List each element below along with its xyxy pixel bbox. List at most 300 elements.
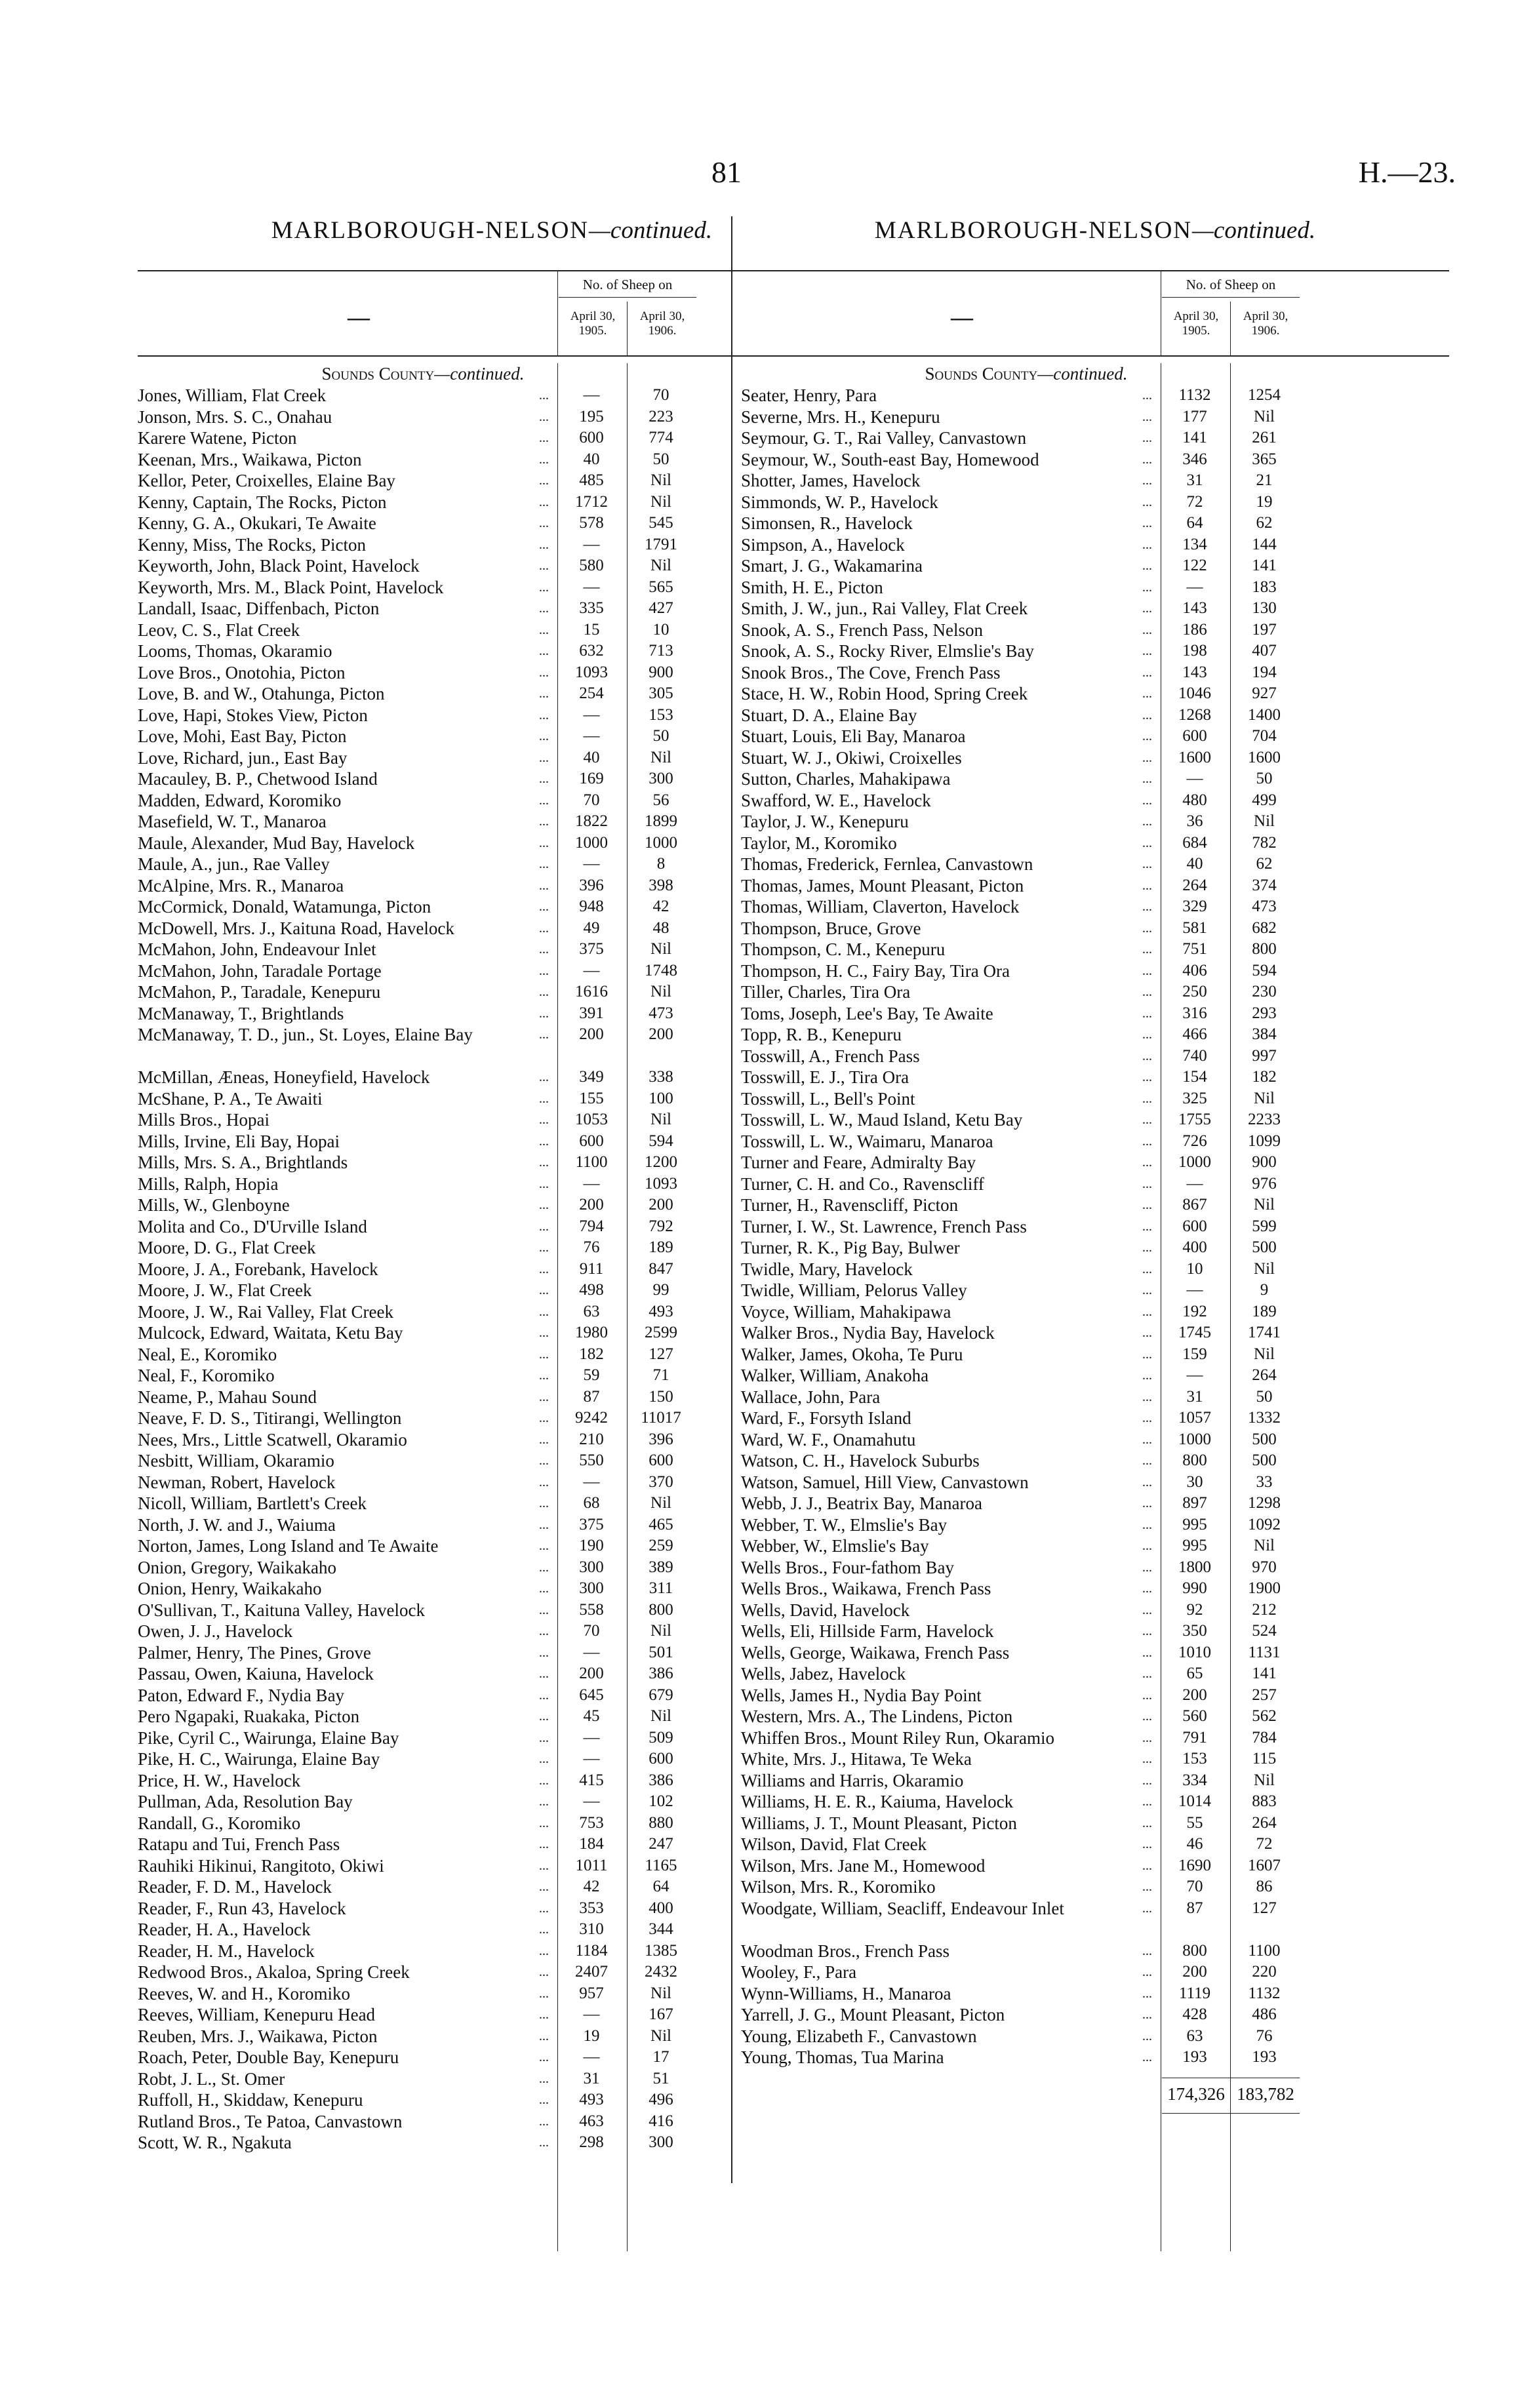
leader-dots: ... bbox=[539, 1539, 549, 1553]
holder-name: Pike, H. C., Wairunga, Elaine Bay bbox=[138, 1749, 380, 1769]
right-title-continued: —continued. bbox=[1192, 217, 1316, 244]
table-row bbox=[138, 1706, 846, 1727]
sheep-1906: 259 bbox=[649, 1537, 673, 1554]
leader-dots: ... bbox=[1142, 1645, 1152, 1660]
holder-name: North, J. W. and J., Waiuma bbox=[138, 1514, 336, 1535]
leader-dots: ... bbox=[539, 985, 549, 999]
sheep-1906: 51 bbox=[652, 2069, 669, 2087]
leader-dots: ... bbox=[539, 1261, 549, 1276]
leader-dots: ... bbox=[1142, 1624, 1152, 1638]
sheep-1906: 997 bbox=[1252, 1046, 1277, 1065]
holder-name: Watson, Samuel, Hill View, Canvastown bbox=[741, 1472, 1029, 1492]
leader-dots: ... bbox=[539, 1730, 549, 1745]
table-row bbox=[741, 683, 1449, 705]
leader-dots: ... bbox=[1142, 644, 1152, 658]
table-row bbox=[138, 683, 846, 705]
table-row bbox=[138, 1876, 846, 1898]
right-title-text: MARLBOROUGH-NELSON bbox=[874, 217, 1193, 244]
table-row bbox=[741, 1259, 1449, 1280]
sheep-1905: 1100 bbox=[575, 1153, 608, 1171]
leader-dots: ... bbox=[539, 1240, 549, 1255]
holder-name: Swafford, W. E., Havelock bbox=[741, 790, 931, 810]
leader-dots: ... bbox=[1142, 772, 1152, 786]
sheep-1906: 257 bbox=[1252, 1686, 1277, 1704]
holder-name: Taylor, M., Koromiko bbox=[741, 833, 897, 853]
sheep-1905: 72 bbox=[1186, 492, 1203, 511]
table-row bbox=[138, 1450, 846, 1472]
leader-dots: ... bbox=[539, 1986, 549, 2001]
table-row bbox=[138, 1770, 846, 1792]
sheep-1906: 682 bbox=[1252, 918, 1277, 937]
table-row bbox=[741, 534, 1449, 556]
sheep-1906: 264 bbox=[1252, 1366, 1277, 1384]
table-row bbox=[138, 1813, 846, 1834]
leader-dots: ... bbox=[539, 2114, 549, 2129]
table-row bbox=[741, 1301, 1449, 1323]
holder-name: Kenny, Miss, The Rocks, Picton bbox=[138, 534, 366, 555]
leader-dots: ... bbox=[1142, 537, 1152, 552]
leader-dots: ... bbox=[1142, 1389, 1152, 1404]
holder-name: Keyworth, John, Black Point, Havelock bbox=[138, 556, 420, 576]
sheep-1905: 70 bbox=[583, 791, 600, 809]
leader-dots: ... bbox=[1142, 2007, 1152, 2022]
holder-name: Neave, F. D. S., Titirangi, Wellington bbox=[138, 1408, 402, 1428]
table-row bbox=[741, 385, 1449, 406]
holder-name: White, Mrs. J., Hitawa, Te Weka bbox=[741, 1749, 972, 1769]
table-row bbox=[138, 534, 846, 556]
leader-dots: ... bbox=[539, 1815, 549, 1830]
table-row bbox=[741, 811, 1449, 833]
sheep-1906: 130 bbox=[1252, 599, 1277, 617]
holder-name: Jonson, Mrs. S. C., Onahau bbox=[138, 406, 332, 427]
leader-dots: ... bbox=[539, 1922, 549, 1937]
sheep-1906: 500 bbox=[1252, 1430, 1277, 1448]
holder-name: Thomas, William, Claverton, Havelock bbox=[741, 897, 1020, 917]
sheep-1906: 193 bbox=[1252, 2048, 1277, 2066]
sheep-1906: Nil bbox=[650, 1984, 671, 2002]
sheep-1906: 48 bbox=[652, 918, 669, 937]
holder-name: Snook, A. S., Rocky River, Elmslie's Bay bbox=[741, 641, 1035, 661]
holder-name: McManaway, T., Brightlands bbox=[138, 1003, 344, 1023]
holder-name: Jones, William, Flat Creek bbox=[138, 385, 327, 405]
sheep-1905: 143 bbox=[1182, 663, 1207, 681]
table-row bbox=[741, 1493, 1449, 1514]
sheep-1905: 200 bbox=[1182, 1686, 1207, 1704]
sheep-1905: 396 bbox=[579, 876, 604, 894]
leader-dots: ... bbox=[1142, 1986, 1152, 2001]
holder-name: Simonsen, R., Havelock bbox=[741, 513, 913, 533]
sheep-1905: 182 bbox=[579, 1345, 604, 1363]
table-row bbox=[741, 1472, 1449, 1493]
leader-dots: ... bbox=[539, 2028, 549, 2043]
holder-name: Thompson, H. C., Fairy Bay, Tira Ora bbox=[741, 960, 1010, 981]
table-row bbox=[138, 1109, 846, 1131]
sheep-1906: 679 bbox=[649, 1686, 673, 1704]
sheep-1905: 193 bbox=[1182, 2048, 1207, 2066]
leader-dots: ... bbox=[1142, 1901, 1152, 1916]
sheep-1905: 31 bbox=[1186, 471, 1203, 489]
holder-name: Moore, J. W., Flat Creek bbox=[138, 1280, 312, 1300]
holder-name: Owen, J. J., Havelock bbox=[138, 1621, 293, 1641]
sheep-1906: 62 bbox=[1256, 514, 1273, 532]
holder-name: Stuart, D. A., Elaine Bay bbox=[741, 705, 917, 725]
sheep-1905: 55 bbox=[1186, 1813, 1203, 1832]
table-row bbox=[138, 1983, 846, 2005]
sheep-1905: 30 bbox=[1186, 1472, 1203, 1491]
holder-name: Wells, Eli, Hillside Farm, Havelock bbox=[741, 1621, 994, 1641]
leader-dots: ... bbox=[539, 899, 549, 914]
leader-dots: ... bbox=[539, 601, 549, 616]
sheep-1905: 64 bbox=[1186, 514, 1203, 532]
leader-dots: ... bbox=[539, 707, 549, 722]
sheep-1905: 195 bbox=[579, 407, 604, 425]
sheep-1906: 493 bbox=[649, 1302, 673, 1320]
sheep-1906: 70 bbox=[652, 386, 669, 404]
sheep-1905: 192 bbox=[1182, 1302, 1207, 1320]
sheep-1905: — bbox=[583, 705, 600, 724]
holder-name: Nicoll, William, Bartlett's Creek bbox=[138, 1493, 367, 1513]
holder-name: Wells Bros., Waikawa, French Pass bbox=[741, 1579, 991, 1598]
holder-name: McMahon, John, Taradale Portage bbox=[138, 960, 382, 981]
table-row bbox=[138, 875, 846, 897]
leader-dots: ... bbox=[539, 1752, 549, 1766]
leader-dots: ... bbox=[539, 1070, 549, 1084]
sheep-1906: 1100 bbox=[1248, 1941, 1281, 1960]
sheep-1905: 250 bbox=[1182, 983, 1207, 1000]
holder-name: Masefield, W. T., Manaroa bbox=[138, 812, 327, 831]
leader-dots: ... bbox=[1142, 409, 1152, 424]
sheep-1905: 600 bbox=[1182, 727, 1207, 745]
sheep-1906: 86 bbox=[1256, 1878, 1273, 1895]
leader-dots: ... bbox=[539, 1474, 549, 1490]
sheep-1906: 473 bbox=[1252, 898, 1277, 915]
holder-name: McMahon, John, Endeavour Inlet bbox=[138, 939, 376, 959]
leader-dots: ... bbox=[1142, 1070, 1152, 1084]
table-row bbox=[138, 1834, 846, 1855]
sheep-1905: 466 bbox=[1182, 1025, 1207, 1043]
holder-name: Rutland Bros., Te Patoa, Canvastown bbox=[138, 2111, 403, 2131]
sheep-1905: 200 bbox=[579, 1025, 604, 1043]
sheep-1905: 600 bbox=[579, 1132, 604, 1150]
sheep-1906: 386 bbox=[649, 1665, 673, 1682]
table-row bbox=[138, 1663, 846, 1685]
sheep-1905: 15 bbox=[583, 620, 600, 639]
holder-name: McMahon, P., Taradale, Kenepuru bbox=[138, 982, 381, 1002]
right-header-1905: April 30, 1905. bbox=[1173, 309, 1219, 338]
holder-name: Webb, J. J., Beatrix Bay, Manaroa bbox=[741, 1493, 982, 1513]
table-row bbox=[138, 960, 846, 982]
leader-dots: ... bbox=[539, 729, 549, 743]
sheep-1906: 784 bbox=[1252, 1728, 1277, 1747]
table-row bbox=[741, 1003, 1449, 1025]
table-row bbox=[138, 1365, 846, 1387]
table-row bbox=[138, 1387, 846, 1408]
sheep-1905: — bbox=[583, 2005, 600, 2023]
sheep-1906: 264 bbox=[1252, 1813, 1277, 1832]
sheep-1906: 220 bbox=[1252, 1963, 1277, 1981]
sheep-1905: 122 bbox=[1182, 557, 1207, 574]
sheep-1906: 407 bbox=[1252, 642, 1277, 660]
holder-name: Turner, C. H. and Co., Ravenscliff bbox=[741, 1174, 984, 1194]
sheep-1905: 1712 bbox=[575, 492, 608, 511]
leader-dots: ... bbox=[539, 1645, 549, 1660]
holder-name: Onion, Gregory, Waikakaho bbox=[138, 1557, 336, 1577]
leader-dots: ... bbox=[539, 1901, 549, 1916]
table-row bbox=[741, 1791, 1449, 1813]
sheep-1906: 76 bbox=[1256, 2026, 1273, 2045]
table-row bbox=[138, 2068, 846, 2090]
right-table-body bbox=[741, 363, 1449, 2117]
holder-name: Neal, E., Koromiko bbox=[138, 1344, 277, 1364]
sheep-1905: 1010 bbox=[1178, 1643, 1211, 1661]
leader-dots: ... bbox=[539, 963, 549, 978]
sheep-1906: 1791 bbox=[645, 535, 677, 553]
sheep-1905: — bbox=[583, 1174, 600, 1193]
sheep-1905: 31 bbox=[583, 2069, 600, 2087]
sheep-1906: 365 bbox=[1252, 450, 1277, 468]
leader-dots: ... bbox=[1142, 494, 1152, 509]
sheep-1906: 99 bbox=[652, 1281, 669, 1299]
leader-dots: ... bbox=[1142, 452, 1152, 467]
holder-name: Simmonds, W. P., Havelock bbox=[741, 492, 938, 512]
sheep-1906: 62 bbox=[1256, 855, 1273, 873]
table-row bbox=[138, 939, 846, 960]
holder-name: Tosswill, E. J., Tira Ora bbox=[741, 1067, 909, 1087]
leader-dots: ... bbox=[539, 878, 549, 893]
sheep-1906: 2432 bbox=[645, 1963, 677, 1981]
leader-dots: ... bbox=[539, 920, 549, 936]
sheep-1906: 800 bbox=[1252, 940, 1277, 958]
sheep-1906: 374 bbox=[1252, 876, 1277, 894]
sheep-1906: 594 bbox=[649, 1132, 673, 1150]
sheep-1905: 325 bbox=[1182, 1089, 1207, 1107]
sheep-1906: Nil bbox=[650, 471, 671, 489]
sheep-1905: 200 bbox=[579, 1196, 604, 1214]
sheep-1906: 144 bbox=[1252, 535, 1277, 553]
leader-dots: ... bbox=[1142, 1134, 1152, 1149]
page-number: 81 bbox=[711, 155, 742, 189]
leader-dots: ... bbox=[539, 622, 549, 637]
leader-dots: ... bbox=[539, 644, 549, 658]
sheep-1905: 31 bbox=[1186, 1387, 1203, 1406]
sheep-1906: 1165 bbox=[645, 1856, 677, 1874]
left-header-1906: April 30, 1906. bbox=[639, 309, 685, 338]
sheep-1905: 154 bbox=[1182, 1068, 1207, 1086]
holder-name: Redwood Bros., Akaloa, Spring Creek bbox=[138, 1962, 410, 1982]
right-column bbox=[741, 216, 1449, 2117]
holder-name: Tiller, Charles, Tira Ora bbox=[741, 982, 911, 1002]
sheep-1905: — bbox=[583, 1728, 600, 1747]
sheep-1905: 134 bbox=[1182, 535, 1207, 553]
leader-dots: ... bbox=[1142, 1198, 1152, 1212]
sheep-1905: 300 bbox=[579, 1579, 604, 1597]
leader-dots: ... bbox=[539, 2093, 549, 2107]
holder-name: Mills, Mrs. S. A., Brightlands bbox=[138, 1153, 348, 1172]
sheep-1906: 194 bbox=[1252, 663, 1277, 681]
holder-name: Stace, H. W., Robin Hood, Spring Creek bbox=[741, 684, 1028, 703]
holder-name: Wells, James H., Nydia Bay Point bbox=[741, 1685, 982, 1705]
holder-name: Karere Watene, Picton bbox=[138, 428, 297, 448]
sheep-1905: 210 bbox=[579, 1430, 604, 1448]
holder-name: Reeves, W. and H., Koromiko bbox=[138, 1983, 350, 2003]
sheep-1906: 562 bbox=[1252, 1707, 1277, 1725]
leader-dots: ... bbox=[1142, 1667, 1152, 1681]
sheep-1905: 63 bbox=[583, 1302, 600, 1320]
leader-dots: ... bbox=[539, 1688, 549, 1703]
table-row bbox=[138, 1237, 846, 1259]
leader-dots: ... bbox=[539, 1880, 549, 1894]
right-section-name: Sounds County bbox=[925, 364, 1038, 384]
sheep-1905: 632 bbox=[579, 642, 604, 660]
leader-dots: ... bbox=[539, 1155, 549, 1170]
leader-dots: ... bbox=[1142, 1773, 1152, 1788]
sheep-1905: 143 bbox=[1182, 599, 1207, 617]
sheep-1905: 1980 bbox=[575, 1324, 608, 1341]
sheep-1906: Nil bbox=[650, 983, 671, 1000]
holder-name: Western, Mrs. A., The Lindens, Picton bbox=[741, 1707, 1013, 1726]
leader-dots: ... bbox=[539, 1965, 549, 1979]
table-row bbox=[138, 2089, 846, 2111]
sheep-1906: 600 bbox=[649, 1451, 673, 1469]
leader-dots: ... bbox=[1142, 2028, 1152, 2043]
sheep-1905: 329 bbox=[1182, 898, 1207, 915]
holder-name: Snook Bros., The Cove, French Pass bbox=[741, 662, 1001, 682]
table-row bbox=[138, 2111, 846, 2133]
holder-name: Roach, Peter, Double Bay, Kenepuru bbox=[138, 2047, 399, 2067]
leader-dots: ... bbox=[1142, 1880, 1152, 1894]
sheep-1906: 386 bbox=[649, 1771, 673, 1789]
left-title-continued: —continued. bbox=[589, 217, 713, 244]
table-row bbox=[741, 406, 1449, 428]
table-row bbox=[741, 1770, 1449, 1792]
leader-dots: ... bbox=[1142, 707, 1152, 722]
sheep-1905: 493 bbox=[579, 2091, 604, 2108]
table-row bbox=[138, 1174, 846, 1195]
holder-name: Young, Elizabeth F., Canvastown bbox=[741, 2026, 977, 2046]
leader-dots: ... bbox=[1142, 878, 1152, 893]
leader-dots: ... bbox=[539, 2007, 549, 2022]
sheep-1905: — bbox=[583, 961, 600, 979]
holder-name: Neal, F., Koromiko bbox=[138, 1366, 275, 1385]
table-row bbox=[138, 1898, 846, 1920]
holder-name: Keenan, Mrs., Waikawa, Picton bbox=[138, 449, 362, 469]
leader-dots: ... bbox=[1142, 1709, 1152, 1724]
table-row bbox=[741, 1408, 1449, 1429]
holder-name: Turner, R. K., Pig Bay, Bulwer bbox=[741, 1238, 960, 1257]
sheep-1906: Nil bbox=[650, 1494, 671, 1512]
sheep-1906: 501 bbox=[649, 1643, 673, 1661]
table-row bbox=[741, 1876, 1449, 1898]
sheep-1905: 40 bbox=[583, 450, 600, 468]
leader-dots: ... bbox=[1142, 1794, 1152, 1809]
table-row bbox=[138, 1493, 846, 1514]
holder-name: Walker, James, Okoha, Te Puru bbox=[741, 1344, 963, 1364]
sheep-1906: Nil bbox=[1254, 1345, 1275, 1363]
sheep-1906: 42 bbox=[652, 898, 669, 915]
leader-dots: ... bbox=[539, 1006, 549, 1021]
sheep-1906: 102 bbox=[649, 1792, 673, 1810]
sheep-1906: Nil bbox=[1254, 812, 1275, 830]
holder-name: Mills, W., Glenboyne bbox=[138, 1195, 290, 1215]
holder-name: Moore, J. A., Forebank, Havelock bbox=[138, 1259, 378, 1279]
sheep-1905: 751 bbox=[1182, 940, 1207, 958]
sheep-1906: 1099 bbox=[1248, 1132, 1281, 1150]
table-row bbox=[138, 1259, 846, 1280]
sheep-1905: 264 bbox=[1182, 876, 1207, 894]
sheep-1906: 1741 bbox=[1248, 1324, 1281, 1341]
holder-name: Thompson, Bruce, Grove bbox=[741, 918, 921, 938]
leader-dots: ... bbox=[1142, 601, 1152, 616]
table-row bbox=[138, 1067, 846, 1088]
table-row bbox=[138, 1408, 846, 1429]
left-section-continued: —continued. bbox=[434, 364, 525, 384]
sheep-1905: — bbox=[1186, 1281, 1203, 1299]
sheep-1905: 350 bbox=[1182, 1622, 1207, 1640]
sheep-1906: 189 bbox=[649, 1238, 673, 1256]
sheep-1906: 1092 bbox=[1248, 1515, 1281, 1533]
table-row bbox=[741, 1962, 1449, 1983]
sheep-1905: 1053 bbox=[575, 1111, 608, 1128]
holder-name: Wells, David, Havelock bbox=[741, 1600, 910, 1620]
sheep-1906: 167 bbox=[649, 2005, 673, 2023]
leader-dots: ... bbox=[539, 1176, 549, 1191]
sheep-1906: 880 bbox=[649, 1813, 673, 1832]
holder-name: Williams and Harris, Okaramio bbox=[741, 1770, 964, 1790]
leader-dots: ... bbox=[539, 2050, 549, 2064]
table-row bbox=[741, 1727, 1449, 1749]
sheep-1906: 293 bbox=[1252, 1004, 1277, 1022]
leader-dots: ... bbox=[539, 1091, 549, 1106]
leader-dots: ... bbox=[539, 665, 549, 680]
table-row bbox=[741, 1194, 1449, 1216]
sheep-1906: 970 bbox=[1252, 1558, 1277, 1576]
table-row bbox=[741, 1706, 1449, 1727]
sheep-1906: 247 bbox=[649, 1835, 673, 1853]
sheep-1906: 1400 bbox=[1248, 705, 1281, 724]
holder-name: Tosswill, L., Bell's Point bbox=[741, 1088, 915, 1109]
sheep-1906: 1900 bbox=[1248, 1579, 1281, 1597]
sheep-1906: 212 bbox=[1252, 1600, 1277, 1619]
sheep-1906: 127 bbox=[1252, 1899, 1277, 1917]
table-row bbox=[741, 577, 1449, 599]
sheep-1905: 177 bbox=[1182, 407, 1207, 425]
sheep-1906: Nil bbox=[650, 1111, 671, 1128]
table-row bbox=[138, 747, 846, 769]
sheep-1905: 40 bbox=[583, 748, 600, 766]
sheep-1905: 300 bbox=[579, 1558, 604, 1576]
sheep-1906: 50 bbox=[1256, 1387, 1273, 1406]
table-row bbox=[741, 513, 1449, 534]
leader-dots: ... bbox=[1142, 2050, 1152, 2064]
table-row bbox=[138, 1748, 846, 1770]
leader-dots: ... bbox=[539, 1858, 549, 1873]
table-row bbox=[741, 896, 1449, 918]
sheep-1906: Nil bbox=[650, 1707, 671, 1725]
holder-name: Whiffen Bros., Mount Riley Run, Okaramio bbox=[741, 1727, 1054, 1748]
holder-name: Thomas, Frederick, Fernlea, Canvastown bbox=[741, 854, 1033, 874]
sheep-1905: 1132 bbox=[1178, 386, 1211, 404]
holder-name: Passau, Owen, Kaiuna, Havelock bbox=[138, 1664, 374, 1684]
table-row bbox=[741, 2047, 1449, 2068]
leader-dots: ... bbox=[539, 942, 549, 957]
holder-name: Palmer, Henry, The Pines, Grove bbox=[138, 1642, 371, 1663]
holder-name: Tosswill, L. W., Maud Island, Ketu Bay bbox=[741, 1110, 1023, 1130]
sheep-1905: 49 bbox=[583, 918, 600, 937]
leader-dots: ... bbox=[539, 814, 549, 829]
table-row bbox=[138, 449, 846, 471]
holder-name: Severne, Mrs. H., Kenepuru bbox=[741, 406, 940, 427]
sheep-1906: 17 bbox=[652, 2048, 669, 2066]
